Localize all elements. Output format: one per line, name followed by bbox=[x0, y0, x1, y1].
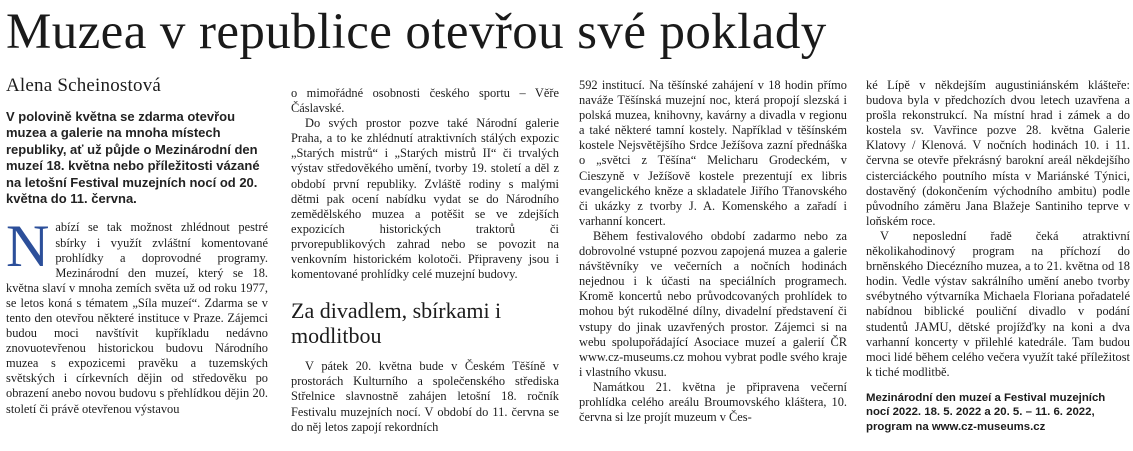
subheading: Za divadlem, sbírkami i modlitbou bbox=[291, 298, 502, 349]
paragraph: V pátek 20. května bude v Českém Těšíně v prostorách Kulturního a společenského střediska Střelnice slavnostně zahájen letošní 18. ročník Festivalu muzejních nocí. V období do 11. června se do něj letos zapojí rekordních bbox=[291, 359, 559, 434]
event-info-note: Mezinárodní den muzeí a Festival muzejních nocí 2022. 18. 5. 2022 a 20. 5. – 11. 6. 2022, program na www.cz-museums.cz bbox=[866, 391, 1106, 434]
column-1 bbox=[6, 74, 268, 417]
paragraph: Namátkou 21. května je připravena večerní prohlídka celého areálu Broumovského kláštera, 10. června si lze projít muzeum v Čes- bbox=[579, 379, 847, 425]
column-3 bbox=[579, 78, 847, 425]
lead-paragraph: V polovině května se zdarma otevřou muzea a galerie na mnoha místech republiky, ať už půjde o Mezinárodní den muzeí 18. května nebo příležitosti vázané na letošní Festival muzejních nocí od 20. května do 11. června. bbox=[6, 109, 260, 207]
paragraph: o mimořádné osobnosti českého sportu – Věře Čáslavské. bbox=[291, 86, 559, 116]
paragraph: 592 institucí. Na těšínské zahájení v 18 hodin přímo naváže Těšínská muzejní noc, která propojí slezská i polská muzea, knihovny, kavárny a divadla v regionu a také některé tamní kostely. Například v těšínském kostele Nejsvětějšího Srdce Ježíšova zazní přednáška o „světci z Těšína“ Melicharu Grodeckém, v Cieszyně v Ježíšově kostele prezentují ex libris evangelického kněze a skladatele Jiřího Třanovského či ukázky z tvorby J. A. Komenského a zařadí i varhanní koncert. bbox=[579, 78, 847, 228]
column-1-body bbox=[6, 213, 268, 416]
paragraph-text: abízí se tak možnost zhlédnout pestré sbírky i využít zvláštní komentované prohlídky a doprovodné programy. Mezinárodní den muzeí, který se 18. května slaví v mnoha zemích světa už od roku 1977, se letos koná s tématem „Síla muzeí“. Zdarma se v tento den otevřou některé instituce v Praze. Zájemci budou moci navštívit kupříkladu nedávno znovuotevřenou historickou budovu Národního muzea s expozicemi pravěku a tuzemských světských i církevních dějin od středověku po obrazení anebo novou budovu s přehlídkou dějin 20. století či právě otevřenou výstavou bbox=[6, 220, 268, 416]
column-2 bbox=[291, 86, 559, 435]
paragraph bbox=[6, 213, 268, 416]
column-4 bbox=[866, 78, 1130, 435]
paragraph: ké Lípě v někdejším augustiniánském klášteře: budova byla v předchozích dvou letech uzavřena a prošla rekonstrukcí. Na místní hrad i zámek a do kostela sv. Vavřince pozve 28. května Galerie Klatovy / Klenová. V nočních hodinách 10. i 11. června se otevře překrásný barokní areál někdejšího cisterciáckého poutního místa v Mariánské Týnici, dostavěný (dokončením východního ambitu) podle původního záměru Jana Blažeje Santiniho teprve v loňském roce. bbox=[866, 78, 1130, 228]
headline: Muzea v republice otevřou své poklady bbox=[6, 4, 827, 60]
paragraph: V neposlední řadě čeká atraktivní několikahodinový program na příchozí do brněnského Diecézního muzea, a to 21. května od 18 hodin. Vedle výstav sakrálního umění anebo tvorby svébytného výtvarníka Michaela Floriana pořadatelé nabídnou biblické pouliční divadlo v podání studentů JAMU, dětské projížďky na koni a dva varhanní koncerty v přilehlé katedrále. Tam budou moci lidé během celého večera využít také příležitost k tiché modlitbě. bbox=[866, 228, 1130, 379]
paragraph: Do svých prostor pozve také Národní galerie Praha, a to ke zhlédnutí atraktivních stálých expozic „Starých mistrů“ i „Starých mistrů II“ či trvalých výstav středověkého umění, tvorby 19. století a děl z období první republiky. Zvláště rodiny s malými dětmi pak ocení nabídku vydat se do Národního zemědělského muzea a potěšit se ve zdejších expozicích historických traktorů či prvorepublikových zahrad nebo se povozit na venkovním historickém kolotoči. Připraveny jsou i komentované prohlídky celé muzejní budovy. bbox=[291, 116, 559, 282]
author-byline: Alena Scheinostová bbox=[6, 75, 162, 96]
paragraph: Během festivalového období zadarmo nebo za dobrovolné vstupné pozvou zapojená muzea a galerie návštěvníky ve večerních a nočních hodinách nejednou i k účasti na speciálních programech. Kromě koncertů nebo průvodcovaných prohlídek to mohou být rukodělné dílny, divadelní představení či vstupy do jinak uzavřených prostor. Zájemci si na webu spolupořádající Asociace muzeí a galerií ČR www.cz-museums.cz mohou vybrat podle svého kraje i vlastního vkusu. bbox=[579, 228, 847, 379]
drop-cap: N bbox=[6, 213, 50, 280]
